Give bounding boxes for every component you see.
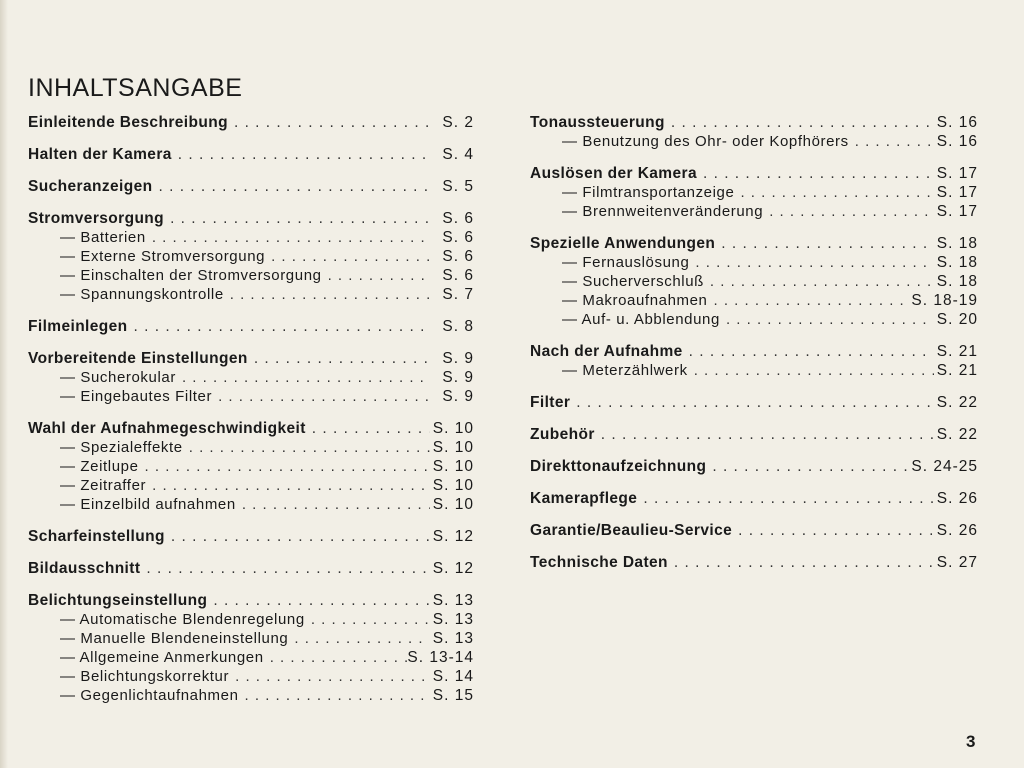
dot-leader bbox=[236, 495, 430, 514]
toc-entry-page: S. 4 bbox=[442, 146, 474, 163]
toc-section bbox=[28, 209, 474, 304]
toc-section bbox=[530, 457, 978, 476]
toc-entry bbox=[28, 527, 474, 546]
toc-entry-label: Scharfeinstellung bbox=[28, 528, 165, 545]
dot-leader bbox=[683, 342, 934, 361]
toc-subentry bbox=[530, 272, 978, 291]
toc-entry-page: S. 10 bbox=[432, 439, 474, 456]
toc-entry-page: S. 21 bbox=[936, 343, 978, 360]
toc-column-right bbox=[530, 113, 978, 585]
toc-entry-label: Halten der Kamera bbox=[28, 146, 172, 163]
toc-entry bbox=[530, 113, 978, 132]
dot-leader bbox=[688, 361, 934, 380]
dot-leader bbox=[146, 228, 430, 247]
dot-leader bbox=[595, 425, 934, 444]
toc-entry-page: S. 13 bbox=[432, 611, 474, 628]
page-gutter-shadow bbox=[0, 0, 8, 768]
toc-entry-label: Filmeinlegen bbox=[28, 318, 128, 335]
toc-subentry bbox=[530, 132, 978, 151]
dot-leader bbox=[176, 368, 430, 387]
toc-entry bbox=[530, 521, 978, 540]
toc-entry bbox=[28, 419, 474, 438]
toc-entry-label: — Externe Stromversorgung bbox=[60, 248, 266, 265]
toc-entry-page: S. 10 bbox=[432, 458, 474, 475]
toc-entry-page: S. 6 bbox=[442, 229, 474, 246]
toc-entry-label: Bildausschnitt bbox=[28, 560, 141, 577]
toc-section bbox=[530, 393, 978, 412]
toc-entry-label: — Eingebautes Filter bbox=[60, 388, 213, 405]
toc-entry-page: S. 9 bbox=[442, 369, 474, 386]
toc-column-left bbox=[28, 113, 474, 718]
dot-leader bbox=[665, 113, 934, 132]
toc-entry-label: — Makroaufnahmen bbox=[562, 292, 708, 309]
dot-leader bbox=[183, 438, 430, 457]
toc-subentry bbox=[28, 686, 474, 705]
dot-leader bbox=[212, 387, 430, 406]
toc-entry-label: — Zeitraffer bbox=[60, 477, 147, 494]
toc-subentry bbox=[530, 202, 978, 221]
toc-entry bbox=[530, 393, 978, 412]
toc-entry-label: Direkttonaufzeichnung bbox=[530, 458, 707, 475]
toc-section bbox=[28, 113, 474, 132]
dot-leader bbox=[704, 272, 934, 291]
toc-entry-page: S. 2 bbox=[442, 114, 474, 131]
toc-subentry bbox=[530, 361, 978, 380]
dot-leader bbox=[207, 591, 430, 610]
toc-entry-page: S. 16 bbox=[936, 133, 978, 150]
toc-section bbox=[28, 527, 474, 546]
dot-leader bbox=[322, 266, 430, 285]
toc-subentry bbox=[28, 495, 474, 514]
dot-leader bbox=[152, 177, 430, 196]
toc-entry-page: S. 27 bbox=[936, 554, 978, 571]
toc-subentry bbox=[28, 285, 474, 304]
toc-section bbox=[28, 177, 474, 196]
toc-subentry bbox=[28, 457, 474, 476]
dot-leader bbox=[128, 317, 430, 336]
toc-entry-page: S. 10 bbox=[432, 477, 474, 494]
toc-entry-page: S. 20 bbox=[936, 311, 978, 328]
dot-leader bbox=[668, 553, 934, 572]
toc-entry bbox=[28, 349, 474, 368]
toc-entry-label: Sucheranzeigen bbox=[28, 178, 153, 195]
toc-entry-page: S. 12 bbox=[432, 528, 474, 545]
toc-entry bbox=[530, 457, 978, 476]
dot-leader bbox=[849, 132, 934, 151]
toc-subentry bbox=[28, 648, 474, 667]
toc-subentry bbox=[28, 610, 474, 629]
toc-entry bbox=[530, 164, 978, 183]
toc-entry-label: — Allgemeine Anmerkungen bbox=[60, 649, 264, 666]
dot-leader bbox=[224, 285, 430, 304]
toc-entry bbox=[28, 177, 474, 196]
toc-section bbox=[28, 591, 474, 705]
toc-subentry bbox=[530, 310, 978, 329]
toc-entry bbox=[530, 553, 978, 572]
toc-entry-page: S. 6 bbox=[442, 210, 474, 227]
toc-entry-page: S. 12 bbox=[432, 560, 474, 577]
toc-entry-label: — Einzelbild aufnahmen bbox=[60, 496, 236, 513]
dot-leader bbox=[637, 489, 934, 508]
toc-subentry bbox=[530, 183, 978, 202]
toc-section bbox=[530, 489, 978, 508]
toc-entry-page: S. 22 bbox=[936, 426, 978, 443]
toc-section bbox=[28, 349, 474, 406]
dot-leader bbox=[720, 310, 934, 329]
toc-entry-page: S. 6 bbox=[442, 248, 474, 265]
toc-entry-page: S. 9 bbox=[442, 388, 474, 405]
toc-subentry bbox=[28, 368, 474, 387]
toc-subentry bbox=[530, 291, 978, 310]
toc-entry-page: S. 9 bbox=[442, 350, 474, 367]
toc-subentry bbox=[28, 438, 474, 457]
toc-entry-label: — Filmtransportanzeige bbox=[562, 184, 735, 201]
dot-leader bbox=[164, 209, 430, 228]
toc-entry-label: Belichtungseinstellung bbox=[28, 592, 208, 609]
dot-leader bbox=[715, 234, 934, 253]
toc-entry-page: S. 26 bbox=[936, 522, 978, 539]
toc-entry-label: Technische Daten bbox=[530, 554, 668, 571]
toc-subentry bbox=[28, 247, 474, 266]
toc-entry-page: S. 7 bbox=[442, 286, 474, 303]
toc-entry-label: — Batterien bbox=[60, 229, 146, 246]
toc-section bbox=[530, 164, 978, 221]
toc-entry-label: Spezielle Anwendungen bbox=[530, 235, 716, 252]
dot-leader bbox=[264, 648, 408, 667]
toc-section bbox=[530, 425, 978, 444]
toc-entry-page: S. 24-25 bbox=[911, 458, 978, 475]
toc-entry-label: — Spannungskontrolle bbox=[60, 286, 224, 303]
toc-entry-label: — Benutzung des Ohr- oder Kopfhörers bbox=[562, 133, 849, 150]
dot-leader bbox=[165, 527, 430, 546]
toc-entry-label: — Brennweitenveränderung bbox=[562, 203, 764, 220]
page-number: 3 bbox=[966, 732, 976, 751]
toc-entry-label: — Spezialeffekte bbox=[60, 439, 183, 456]
toc-entry-page: S. 8 bbox=[442, 318, 474, 335]
toc-entry-page: S. 18 bbox=[936, 273, 978, 290]
page-title: INHALTSANGABE bbox=[28, 73, 243, 102]
toc-entry-label: — Sucherokular bbox=[60, 369, 176, 386]
toc-subentry bbox=[28, 476, 474, 495]
toc-entry bbox=[530, 425, 978, 444]
dot-leader bbox=[248, 349, 430, 368]
toc-entry bbox=[530, 342, 978, 361]
dot-leader bbox=[146, 476, 430, 495]
toc-entry bbox=[28, 209, 474, 228]
dot-leader bbox=[239, 686, 430, 705]
toc-entry-page: S. 13 bbox=[432, 630, 474, 647]
toc-entry-page: S. 10 bbox=[432, 496, 474, 513]
dot-leader bbox=[139, 457, 430, 476]
toc-subentry bbox=[28, 228, 474, 247]
dot-leader bbox=[732, 521, 934, 540]
toc-entry-page: S. 17 bbox=[936, 184, 978, 201]
toc-entry bbox=[28, 317, 474, 336]
toc-entry-label: Nach der Aufnahme bbox=[530, 343, 683, 360]
toc-entry-label: Wahl der Aufnahmegeschwindigkeit bbox=[28, 420, 306, 437]
toc-section bbox=[28, 145, 474, 164]
dot-leader bbox=[172, 145, 430, 164]
toc-entry-label: — Meterzählwerk bbox=[562, 362, 688, 379]
toc-entry-page: S. 17 bbox=[936, 165, 978, 182]
dot-leader bbox=[570, 393, 934, 412]
dot-leader bbox=[706, 457, 911, 476]
toc-entry-page: S. 15 bbox=[432, 687, 474, 704]
toc-section bbox=[530, 234, 978, 329]
dot-leader bbox=[734, 183, 934, 202]
toc-entry-page: S. 18-19 bbox=[911, 292, 978, 309]
toc-section bbox=[530, 113, 978, 151]
toc-entry-label: — Fernauslösung bbox=[562, 254, 690, 271]
toc-entry-label: Stromversorgung bbox=[28, 210, 165, 227]
toc-entry-page: S. 6 bbox=[442, 267, 474, 284]
toc-entry-page: S. 16 bbox=[936, 114, 978, 131]
dot-leader bbox=[305, 610, 430, 629]
toc-entry-page: S. 26 bbox=[936, 490, 978, 507]
toc-entry bbox=[530, 234, 978, 253]
toc-entry-label: — Sucherverschluß bbox=[562, 273, 704, 290]
toc-entry bbox=[530, 489, 978, 508]
toc-entry-label: Tonaussteuerung bbox=[530, 114, 665, 131]
toc-entry-page: S. 22 bbox=[936, 394, 978, 411]
toc-subentry bbox=[530, 253, 978, 272]
toc-entry-label: Auslösen der Kamera bbox=[530, 165, 697, 182]
toc-entry-page: S. 10 bbox=[432, 420, 474, 437]
toc-entry bbox=[28, 145, 474, 164]
toc-entry-label: — Einschalten der Stromversorgung bbox=[60, 267, 322, 284]
toc-entry-label: — Belichtungskorrektur bbox=[60, 668, 230, 685]
dot-leader bbox=[306, 419, 430, 438]
dot-leader bbox=[689, 253, 934, 272]
dot-leader bbox=[697, 164, 934, 183]
toc-entry-page: S. 13-14 bbox=[407, 649, 474, 666]
toc-section bbox=[530, 521, 978, 540]
toc-entry-label: — Manuelle Blendeneinstellung bbox=[60, 630, 289, 647]
toc-entry-page: S. 21 bbox=[936, 362, 978, 379]
toc-entry bbox=[28, 591, 474, 610]
toc-section bbox=[28, 317, 474, 336]
toc-entry-page: S. 18 bbox=[936, 254, 978, 271]
toc-section bbox=[28, 419, 474, 514]
toc-entry-label: — Gegenlichtaufnahmen bbox=[60, 687, 239, 704]
dot-leader bbox=[708, 291, 912, 310]
toc-entry-page: S. 18 bbox=[936, 235, 978, 252]
dot-leader bbox=[763, 202, 934, 221]
dot-leader bbox=[228, 113, 430, 132]
toc-section bbox=[530, 553, 978, 572]
toc-entry-page: S. 14 bbox=[432, 668, 474, 685]
toc-entry-label: Vorbereitende Einstellungen bbox=[28, 350, 248, 367]
toc-subentry bbox=[28, 266, 474, 285]
toc-entry-page: S. 5 bbox=[442, 178, 474, 195]
toc-entry-label: — Auf- u. Abblendung bbox=[562, 311, 720, 328]
dot-leader bbox=[229, 667, 430, 686]
toc-entry-label: Garantie/Beaulieu-Service bbox=[530, 522, 733, 539]
toc-entry-page: S. 13 bbox=[432, 592, 474, 609]
toc-entry-label: Einleitende Beschreibung bbox=[28, 114, 228, 131]
toc-entry-label: — Zeitlupe bbox=[60, 458, 139, 475]
toc-entry-label: Filter bbox=[530, 394, 571, 411]
toc-entry-label: Kamerapflege bbox=[530, 490, 638, 507]
toc-entry-label: — Automatische Blendenregelung bbox=[60, 611, 305, 628]
dot-leader bbox=[288, 629, 430, 648]
toc-subentry bbox=[28, 387, 474, 406]
toc-entry bbox=[28, 113, 474, 132]
toc-section bbox=[530, 342, 978, 380]
toc-entry bbox=[28, 559, 474, 578]
toc-section bbox=[28, 559, 474, 578]
toc-entry-label: Zubehör bbox=[530, 426, 595, 443]
toc-subentry bbox=[28, 667, 474, 686]
toc-subentry bbox=[28, 629, 474, 648]
toc-entry-page: S. 17 bbox=[936, 203, 978, 220]
dot-leader bbox=[140, 559, 430, 578]
dot-leader bbox=[265, 247, 430, 266]
